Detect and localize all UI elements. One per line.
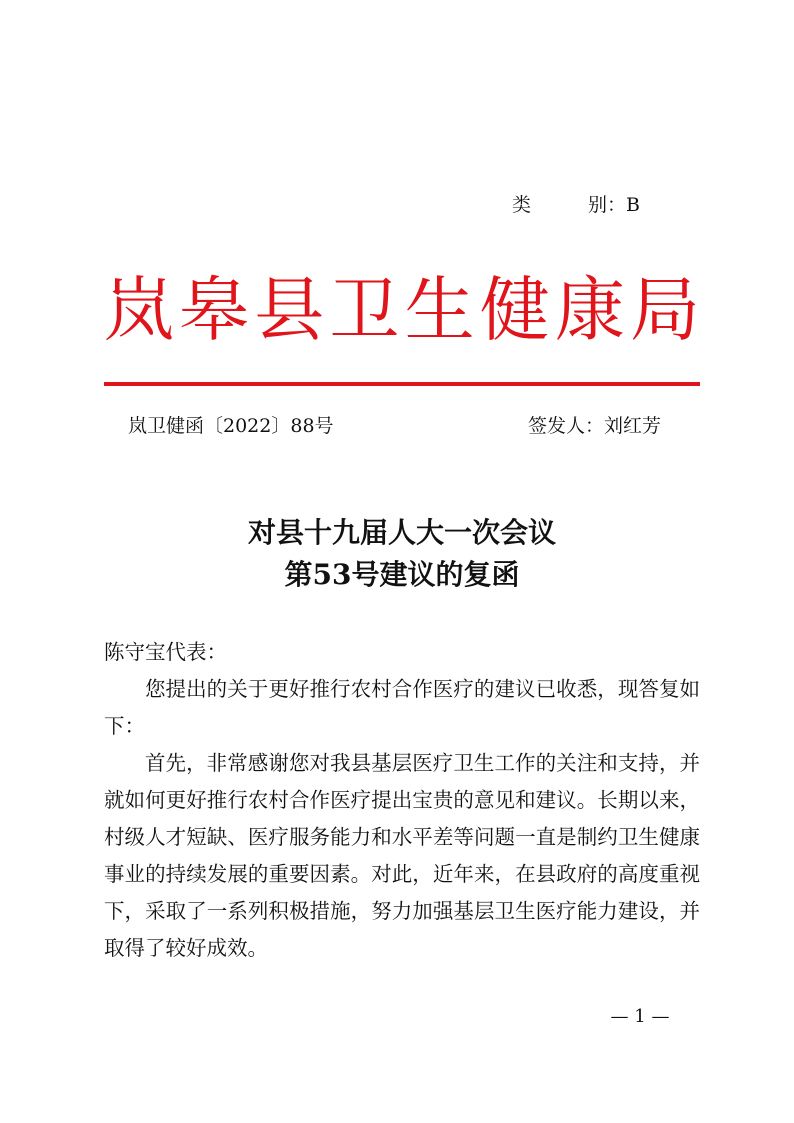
org-title-char: 生 xyxy=(404,269,475,351)
org-title-char: 局 xyxy=(629,269,700,351)
issuing-authority-title xyxy=(104,262,700,358)
org-title-char: 康 xyxy=(554,269,625,351)
org-title-char: 皋 xyxy=(179,269,250,351)
red-divider-line xyxy=(104,382,700,386)
body-paragraph: 您提出的关于更好推行农村合作医疗的建议已收悉，现答复如下： xyxy=(104,677,700,738)
document-title-line-2: 第53号建议的复函 xyxy=(284,558,520,591)
page-number: — 1 — xyxy=(610,1006,670,1027)
document-title xyxy=(104,512,700,596)
document-body xyxy=(104,634,700,967)
org-title-char: 县 xyxy=(254,269,325,351)
org-title-char: 卫 xyxy=(329,269,400,351)
document-title-line-1: 对县十九届人大一次会议 xyxy=(247,516,556,549)
salutation: 陈守宝代表： xyxy=(104,640,227,664)
document-number: 岚卫健函〔2022〕88号 xyxy=(128,415,334,437)
org-title-char: 健 xyxy=(479,269,550,351)
org-title-char: 岚 xyxy=(104,269,174,351)
document-category: 类 别：B xyxy=(512,194,640,216)
signer: 签发人：刘红芳 xyxy=(528,415,662,437)
body-paragraph: 首先，非常感谢您对我县基层医疗卫生工作的关注和支持，并就如何更好推行农村合作医疗提出宝贵的意见和建议。长期以来，村级人才短缺、医疗服务能力和水平差等问题一直是制约卫生健康事业的持续发展的重要因素。对此，近年来，在县政府的高度重视下，采取了一系列积极措施，努力加强基层卫生医疗能力建设，并取得了较好成效。 xyxy=(104,751,700,960)
